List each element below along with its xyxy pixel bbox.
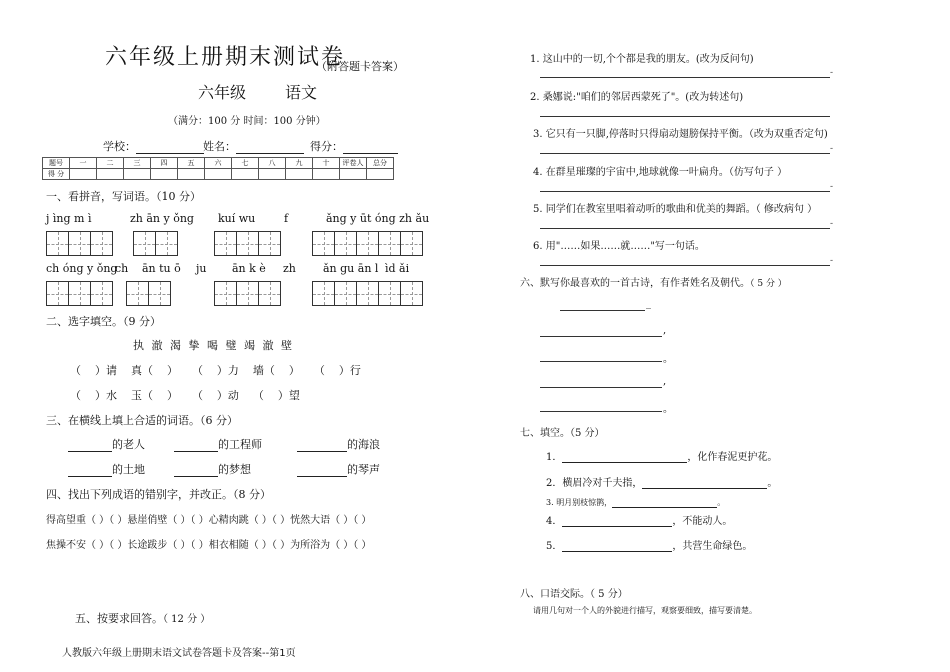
tianzige-cell[interactable] — [46, 281, 69, 306]
tianzige-cell[interactable] — [400, 281, 423, 306]
title-note: （附答题卡答案） — [316, 60, 404, 73]
q3-item[interactable]: 的老人 — [68, 436, 145, 452]
score-row-label: 得 分 — [43, 169, 70, 180]
pinyin: ān tu ō — [142, 262, 181, 275]
score-input-cell[interactable] — [313, 169, 340, 180]
tianzige-cell[interactable] — [312, 281, 335, 306]
score-cell: 四 — [151, 158, 178, 169]
poem-line[interactable] — [540, 361, 662, 362]
score-cell: 二 — [97, 158, 124, 169]
q2-chars: 执 澈 渴 挚 喝 璧 竭 澈 壁 — [133, 339, 292, 352]
q8-text: 请用几句对一个人的外貌进行描写，观察要细致，描写要清楚。 — [533, 606, 757, 615]
score-input-cell[interactable] — [178, 169, 205, 180]
tianzige-cell[interactable] — [68, 281, 91, 306]
q7-item[interactable]: 4． ，不能动人。 — [546, 516, 733, 527]
score-input-cell[interactable] — [340, 169, 367, 180]
answer-line[interactable] — [540, 265, 830, 266]
q5-item: 4. 在群星璀璨的宇宙中,地球就像一叶扁舟。（仿写句子 ） — [533, 167, 788, 178]
q4-line1[interactable]: 得高望重（ ）（ ）悬崖俏壁（ ）（ ）心精肉跳（ ）（ ）恍然大语（ ）（ ） — [46, 515, 372, 526]
writing-box[interactable] — [312, 231, 422, 256]
score-cell: 总分 — [367, 158, 394, 169]
score-cell: 十 — [313, 158, 340, 169]
tianzige-cell[interactable] — [214, 281, 237, 306]
q5-heading: 五、按要求回答。（ 12 分 ） — [75, 612, 211, 625]
q2-heading: 二、选字填空。（9 分） — [46, 315, 161, 328]
q3-heading: 三、在横线上填上合适的词语。（6 分） — [46, 414, 238, 427]
q5-item: 1. 这山中的一切,个个都是我的朋友。(改为反问句) — [530, 54, 754, 65]
tianzige-cell[interactable] — [133, 231, 156, 256]
pinyin: zh — [283, 262, 296, 275]
score-cell: 八 — [259, 158, 286, 169]
score-cell: 一 — [70, 158, 97, 169]
q7-item[interactable]: 5． ，共营生命绿色。 — [546, 541, 753, 552]
score-field[interactable] — [310, 138, 398, 154]
score-input-cell[interactable] — [286, 169, 313, 180]
pinyin: f — [284, 212, 289, 225]
tianzige-cell[interactable] — [258, 231, 281, 256]
tianzige-cell[interactable] — [356, 231, 379, 256]
score-table-header-row — [43, 158, 394, 169]
writing-box[interactable] — [312, 281, 422, 306]
answer-line[interactable] — [540, 153, 830, 154]
q5-item: 2. 桑娜说:"咱们的邻居西蒙死了"。(改为转述句) — [530, 92, 744, 103]
tianzige-cell[interactable] — [378, 281, 401, 306]
tianzige-cell[interactable] — [334, 231, 357, 256]
pinyin: ǎn gu ān l — [323, 262, 379, 275]
pinyin: ān k è — [232, 262, 266, 275]
score-cell: 九 — [286, 158, 313, 169]
poem-line[interactable] — [540, 411, 662, 412]
pinyin: kuí wu — [218, 212, 256, 225]
score-table — [42, 157, 394, 180]
poem-line[interactable] — [540, 387, 662, 388]
name-label: 姓名： — [203, 140, 236, 153]
tianzige-cell[interactable] — [400, 231, 423, 256]
q7-heading: 七、填空。（5 分） — [520, 428, 605, 439]
tianzige-cell[interactable] — [378, 231, 401, 256]
writing-box[interactable] — [214, 281, 280, 306]
pinyin: j ìng m ì — [46, 212, 92, 225]
q4-heading: 四、找出下列成语的错别字，并改正。（8 分） — [46, 488, 271, 501]
tianzige-cell[interactable] — [46, 231, 69, 256]
answer-line[interactable] — [540, 228, 830, 229]
tianzige-cell[interactable] — [312, 231, 335, 256]
q2-line2[interactable]: （ ）水 玉（ ） （ ）动 （ ）望 — [70, 389, 300, 402]
answer-line[interactable] — [540, 77, 830, 78]
q3-item[interactable]: 的琴声 — [297, 461, 380, 477]
score-table-score-row — [43, 169, 394, 180]
tianzige-cell[interactable] — [258, 281, 281, 306]
writing-box[interactable] — [46, 231, 112, 256]
pinyin: ǎng y ūt óng zh ǎu — [326, 212, 430, 225]
grade-label: 六年级 — [198, 83, 247, 102]
writing-box[interactable] — [126, 281, 170, 306]
tianzige-cell[interactable] — [68, 231, 91, 256]
tianzige-cell[interactable] — [148, 281, 171, 306]
answer-line[interactable] — [540, 191, 830, 192]
score-input-cell[interactable] — [97, 169, 124, 180]
score-input-cell[interactable] — [232, 169, 259, 180]
q5-item: 3. 它只有一只脚,停落时只得扇动翅膀保持平衡。（改为双重否定句) — [533, 129, 828, 140]
score-label: 得分： — [310, 140, 343, 153]
score-cell: 六 — [205, 158, 232, 169]
pinyin: ch — [115, 262, 129, 275]
answer-line[interactable] — [540, 116, 830, 117]
q6-heading: 六、默写你最喜欢的一首古诗，有作者姓名及朝代。（ 5 分 ） — [520, 278, 787, 289]
score-input-cell[interactable] — [70, 169, 97, 180]
school-label: 学校： — [103, 140, 136, 153]
tianzige-cell[interactable] — [236, 281, 259, 306]
pinyin: zh ān y ǒng — [130, 212, 194, 225]
writing-box[interactable] — [46, 281, 112, 306]
q7-item[interactable]: 3. 明月别枝惊鹊， 。 — [546, 495, 725, 508]
score-input-cell[interactable] — [124, 169, 151, 180]
writing-box[interactable] — [133, 231, 177, 256]
q5-item: 5. 同学们在教室里唱着动听的歌曲和优美的舞蹈。（ 修改病句 ） — [533, 204, 818, 215]
q2-line1[interactable]: （ ）请 真（ ） （ ）力 墙（ ） （ ）行 — [70, 364, 361, 377]
name-field[interactable] — [203, 138, 304, 154]
score-input-cell[interactable] — [205, 169, 232, 180]
q8-heading: 八、口语交际。（ 5 分） — [520, 589, 628, 600]
exam-meta: （满分：100 分 时间：100 分钟） — [168, 116, 326, 127]
q7-item[interactable]: 2．横眉冷对千夫指， 。 — [546, 478, 778, 489]
q5-item: 6. 用"……如果……就……"写一句话。 — [533, 241, 705, 252]
poem-title-line[interactable] — [560, 310, 645, 311]
score-cell: 评卷人 — [340, 158, 367, 169]
pinyin: ìd ǎi — [385, 262, 410, 275]
subject-label: 语文 — [285, 83, 318, 102]
q4-line2[interactable]: 焦操不安（ ）（ ）长途跋步（ ）（ ）相衣相随（ ）（ ）为所浴为（ ）（ ） — [46, 540, 372, 551]
q3-item[interactable]: 的土地 — [68, 461, 145, 477]
score-cell: 五 — [178, 158, 205, 169]
exam-title: 六年级上册期末测试卷 — [105, 45, 346, 70]
tianzige-cell[interactable] — [126, 281, 149, 306]
tianzige-cell[interactable] — [90, 281, 113, 306]
score-input-cell[interactable] — [259, 169, 286, 180]
q3-item[interactable]: 的梦想 — [174, 461, 251, 477]
writing-box[interactable] — [214, 231, 280, 256]
score-cell: 七 — [232, 158, 259, 169]
school-field[interactable] — [103, 138, 204, 154]
poem-line[interactable] — [540, 336, 662, 337]
q7-item[interactable]: 1． ，化作春泥更护花。 — [546, 452, 778, 463]
score-cell: 题号 — [43, 158, 70, 169]
page-footer: 人教版六年级上册期末语文试卷答题卡及答案--第1页 — [62, 648, 296, 659]
q3-item[interactable]: 的海浪 — [297, 436, 380, 452]
tianzige-cell[interactable] — [155, 231, 178, 256]
score-input-cell[interactable] — [151, 169, 178, 180]
q1-heading: 一、看拼音，写词语。（10 分） — [46, 190, 201, 203]
pinyin: ju — [196, 262, 207, 275]
tianzige-cell[interactable] — [356, 281, 379, 306]
q3-item[interactable]: 的工程师 — [174, 436, 262, 452]
tianzige-cell[interactable] — [236, 231, 259, 256]
pinyin: ch óng y ǒng — [46, 262, 118, 275]
score-input-cell[interactable] — [367, 169, 394, 180]
tianzige-cell[interactable] — [214, 231, 237, 256]
tianzige-cell[interactable] — [90, 231, 113, 256]
tianzige-cell[interactable] — [334, 281, 357, 306]
score-cell: 三 — [124, 158, 151, 169]
